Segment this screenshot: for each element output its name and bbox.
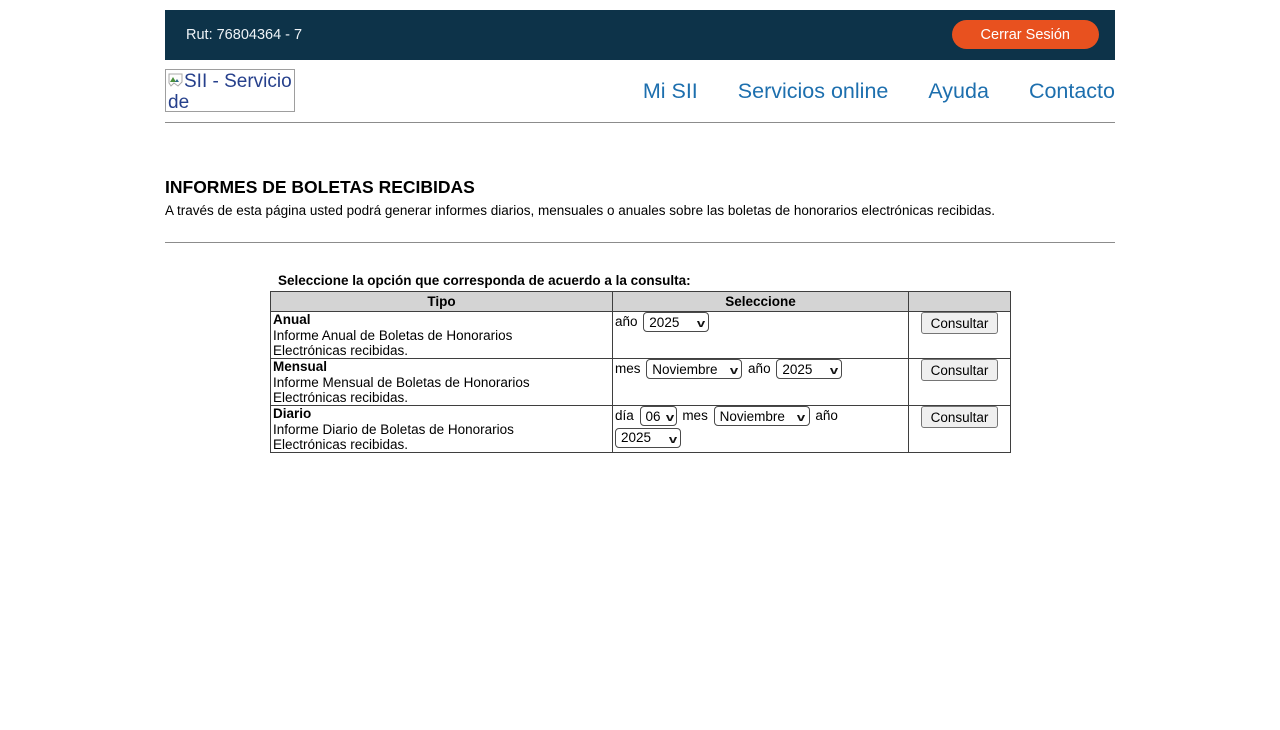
table-row-diario <box>271 406 1011 453</box>
logo-alt-text: SII - Servicio de <box>168 71 292 112</box>
divider <box>165 242 1115 243</box>
chevron-down-icon: v <box>797 412 806 425</box>
row-type-name: Mensual <box>273 359 328 374</box>
mensual-year-select[interactable] <box>776 359 842 379</box>
diario-day-select[interactable] <box>640 406 677 426</box>
chevron-down-icon: v <box>666 412 675 425</box>
diario-consultar-button[interactable]: Consultar <box>921 406 999 428</box>
row-description: Informe Diario de Boletas de Honorarios Electrónicas recibidas. <box>273 422 514 452</box>
diario-month-select[interactable] <box>714 406 810 426</box>
chevron-down-icon: v <box>830 365 839 378</box>
nav-item-servicios-online[interactable]: Servicios online <box>737 78 889 103</box>
sii-logo-link[interactable] <box>165 69 295 112</box>
page-subtitle: A través de esta página usted podrá generar informes diarios, mensuales o anuales sobre las boletas de honorarios electrónicas recibidas. <box>165 203 995 218</box>
row-description: Informe Mensual de Boletas de Honorarios Electrónicas recibidas. <box>273 375 530 405</box>
diario-month-label: mes <box>682 408 708 423</box>
logout-button[interactable]: Cerrar Sesión <box>952 20 1099 49</box>
page <box>165 10 1115 453</box>
informes-table <box>270 291 1011 453</box>
header-seleccione: Seleccione <box>613 292 909 312</box>
mensual-month-select[interactable] <box>646 359 742 379</box>
table-row-mensual <box>271 359 1011 406</box>
header-tipo: Tipo <box>271 292 613 312</box>
chevron-down-icon: v <box>697 318 706 331</box>
mensual-month-label: mes <box>615 361 641 376</box>
anual-year-select[interactable] <box>643 312 709 332</box>
chevron-down-icon: v <box>730 365 739 378</box>
anual-year-label: año <box>615 314 638 329</box>
diario-year-select[interactable] <box>615 428 681 448</box>
table-header-row <box>271 292 1011 312</box>
nav-item-ayuda[interactable]: Ayuda <box>928 78 989 103</box>
table-caption: Seleccione la opción que corresponda de acuerdo a la consulta: <box>278 273 691 288</box>
main-nav <box>643 60 1115 122</box>
nav-item-mi-sii[interactable]: Mi SII <box>642 78 698 103</box>
broken-image-icon <box>168 73 183 89</box>
site-header <box>165 60 1115 123</box>
nav-item-contacto[interactable]: Contacto <box>1028 78 1115 103</box>
anual-consultar-button[interactable]: Consultar <box>921 312 999 334</box>
page-title: INFORMES DE BOLETAS RECIBIDAS <box>165 177 475 197</box>
row-description: Informe Anual de Boletas de Honorarios Electrónicas recibidas. <box>273 328 513 358</box>
table-row-anual <box>271 312 1011 359</box>
row-type-name: Diario <box>273 406 312 421</box>
chevron-down-icon: v <box>668 433 678 446</box>
rut-label: Rut: 76804364 - 7 <box>186 27 303 43</box>
header-action <box>909 292 1011 312</box>
row-type-name: Anual <box>273 312 311 327</box>
mensual-year-label: año <box>748 361 771 376</box>
diario-year-label: año <box>815 408 838 423</box>
diario-day-label: día <box>615 408 634 423</box>
mensual-consultar-button[interactable]: Consultar <box>921 359 999 381</box>
topbar <box>165 10 1115 60</box>
